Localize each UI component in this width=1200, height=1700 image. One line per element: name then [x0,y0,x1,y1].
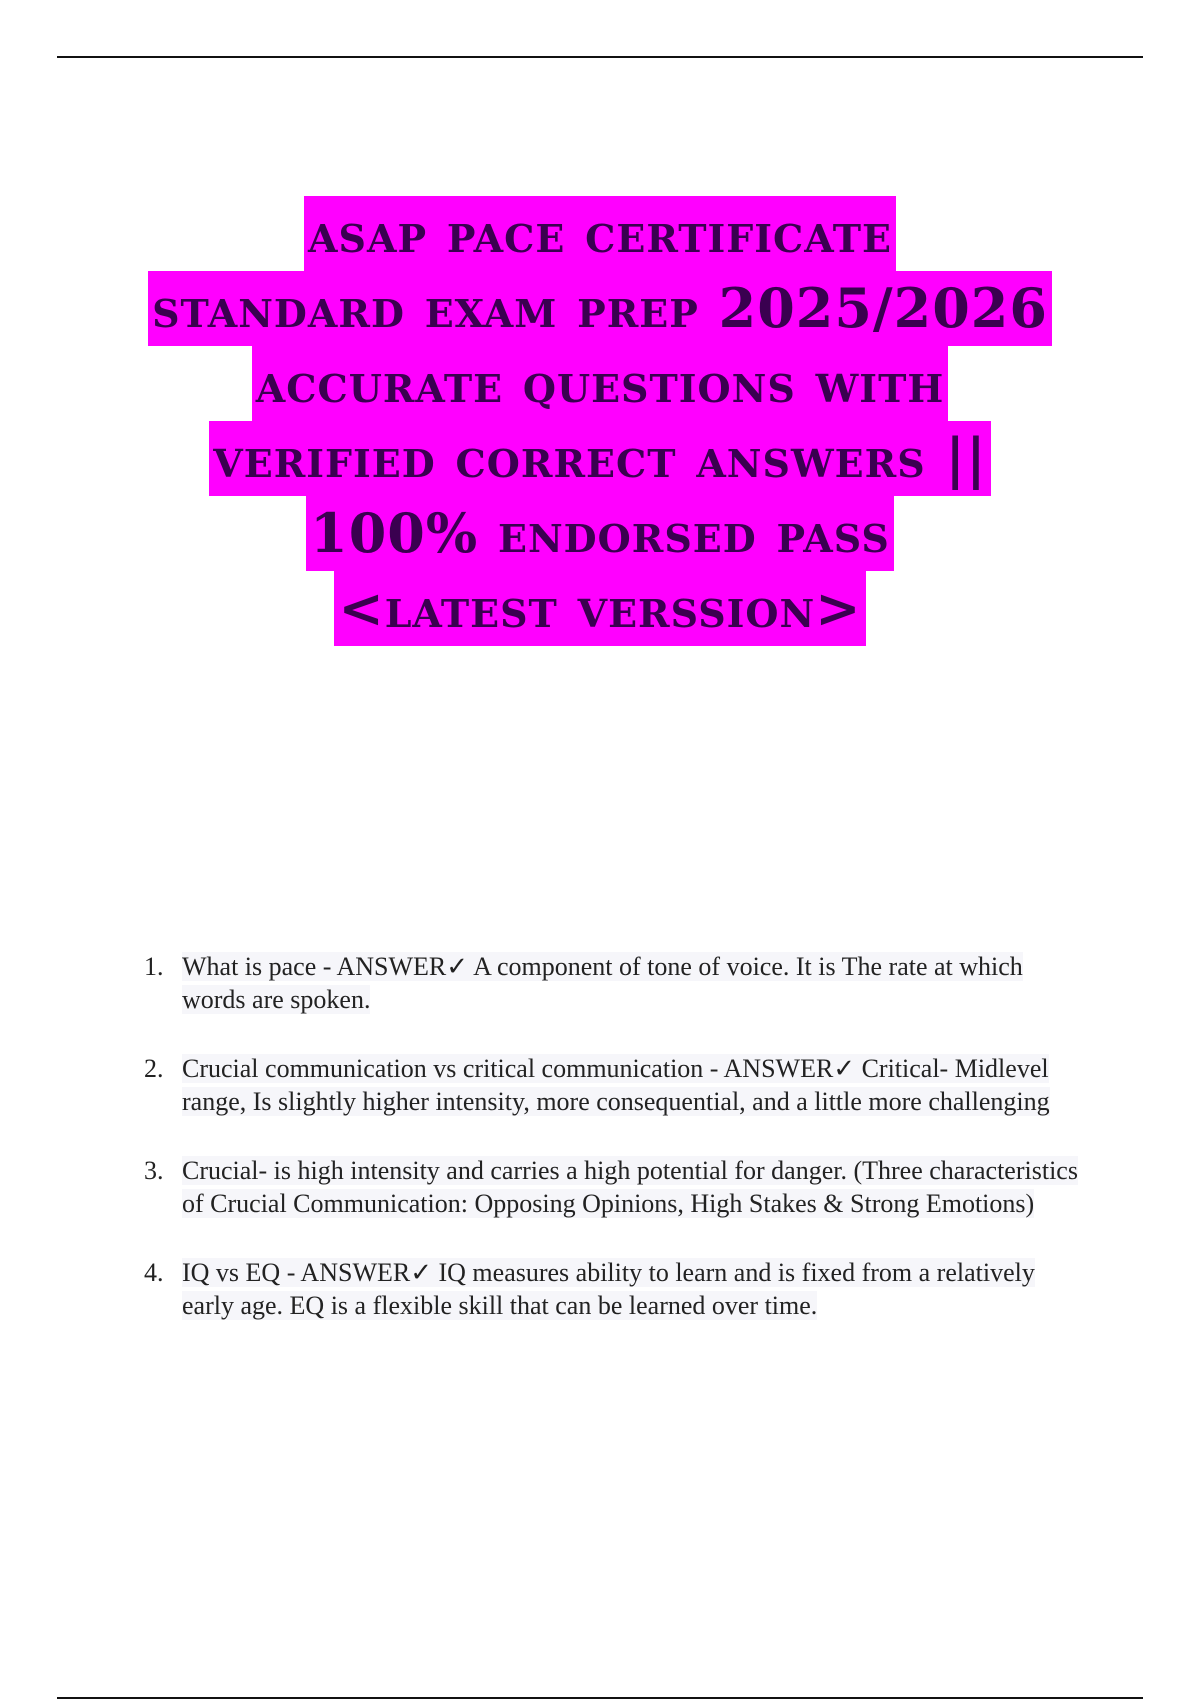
question-number: 4. [144,1258,164,1287]
question-number: 2. [144,1054,164,1083]
question-text: What is pace - ANSWER✓ A component of tone of voice. It is The rate at which words are spoken. [182,952,1023,1014]
question-item-1 [140,950,1080,1016]
title-line-1: asap pace certificate [304,196,896,271]
question-item-4 [140,1256,1080,1322]
title-line-3: accurate questions with [252,346,949,421]
title-line-4: verified correct answers || [209,421,990,496]
question-text: Crucial communication vs critical communication - ANSWER✓ Critical- Midlevel range, Is slightly higher intensity, more consequential, and a little more challenging [182,1054,1050,1116]
question-number: 1. [144,952,164,981]
title-line-6: <latest verssion> [334,571,865,646]
question-item-2 [140,1052,1080,1118]
header-rule [57,56,1143,58]
question-item-3 [140,1154,1080,1220]
footer-rule [57,1697,1143,1699]
document-title [0,196,1200,646]
title-line-5: 100% endorsed pass [306,496,894,571]
question-text: IQ vs EQ - ANSWER✓ IQ measures ability to learn and is fixed from a relatively early age. EQ is a flexible skill that can be learned over time. [182,1258,1035,1320]
question-text: Crucial- is high intensity and carries a high potential for danger. (Three characteristics of Crucial Communication: Opposing Opinions, High Stakes & Strong Emotions) [182,1156,1078,1218]
question-list [140,950,1080,1322]
question-number: 3. [144,1156,164,1185]
title-line-2: standard exam prep 2025/2026 [148,271,1052,346]
